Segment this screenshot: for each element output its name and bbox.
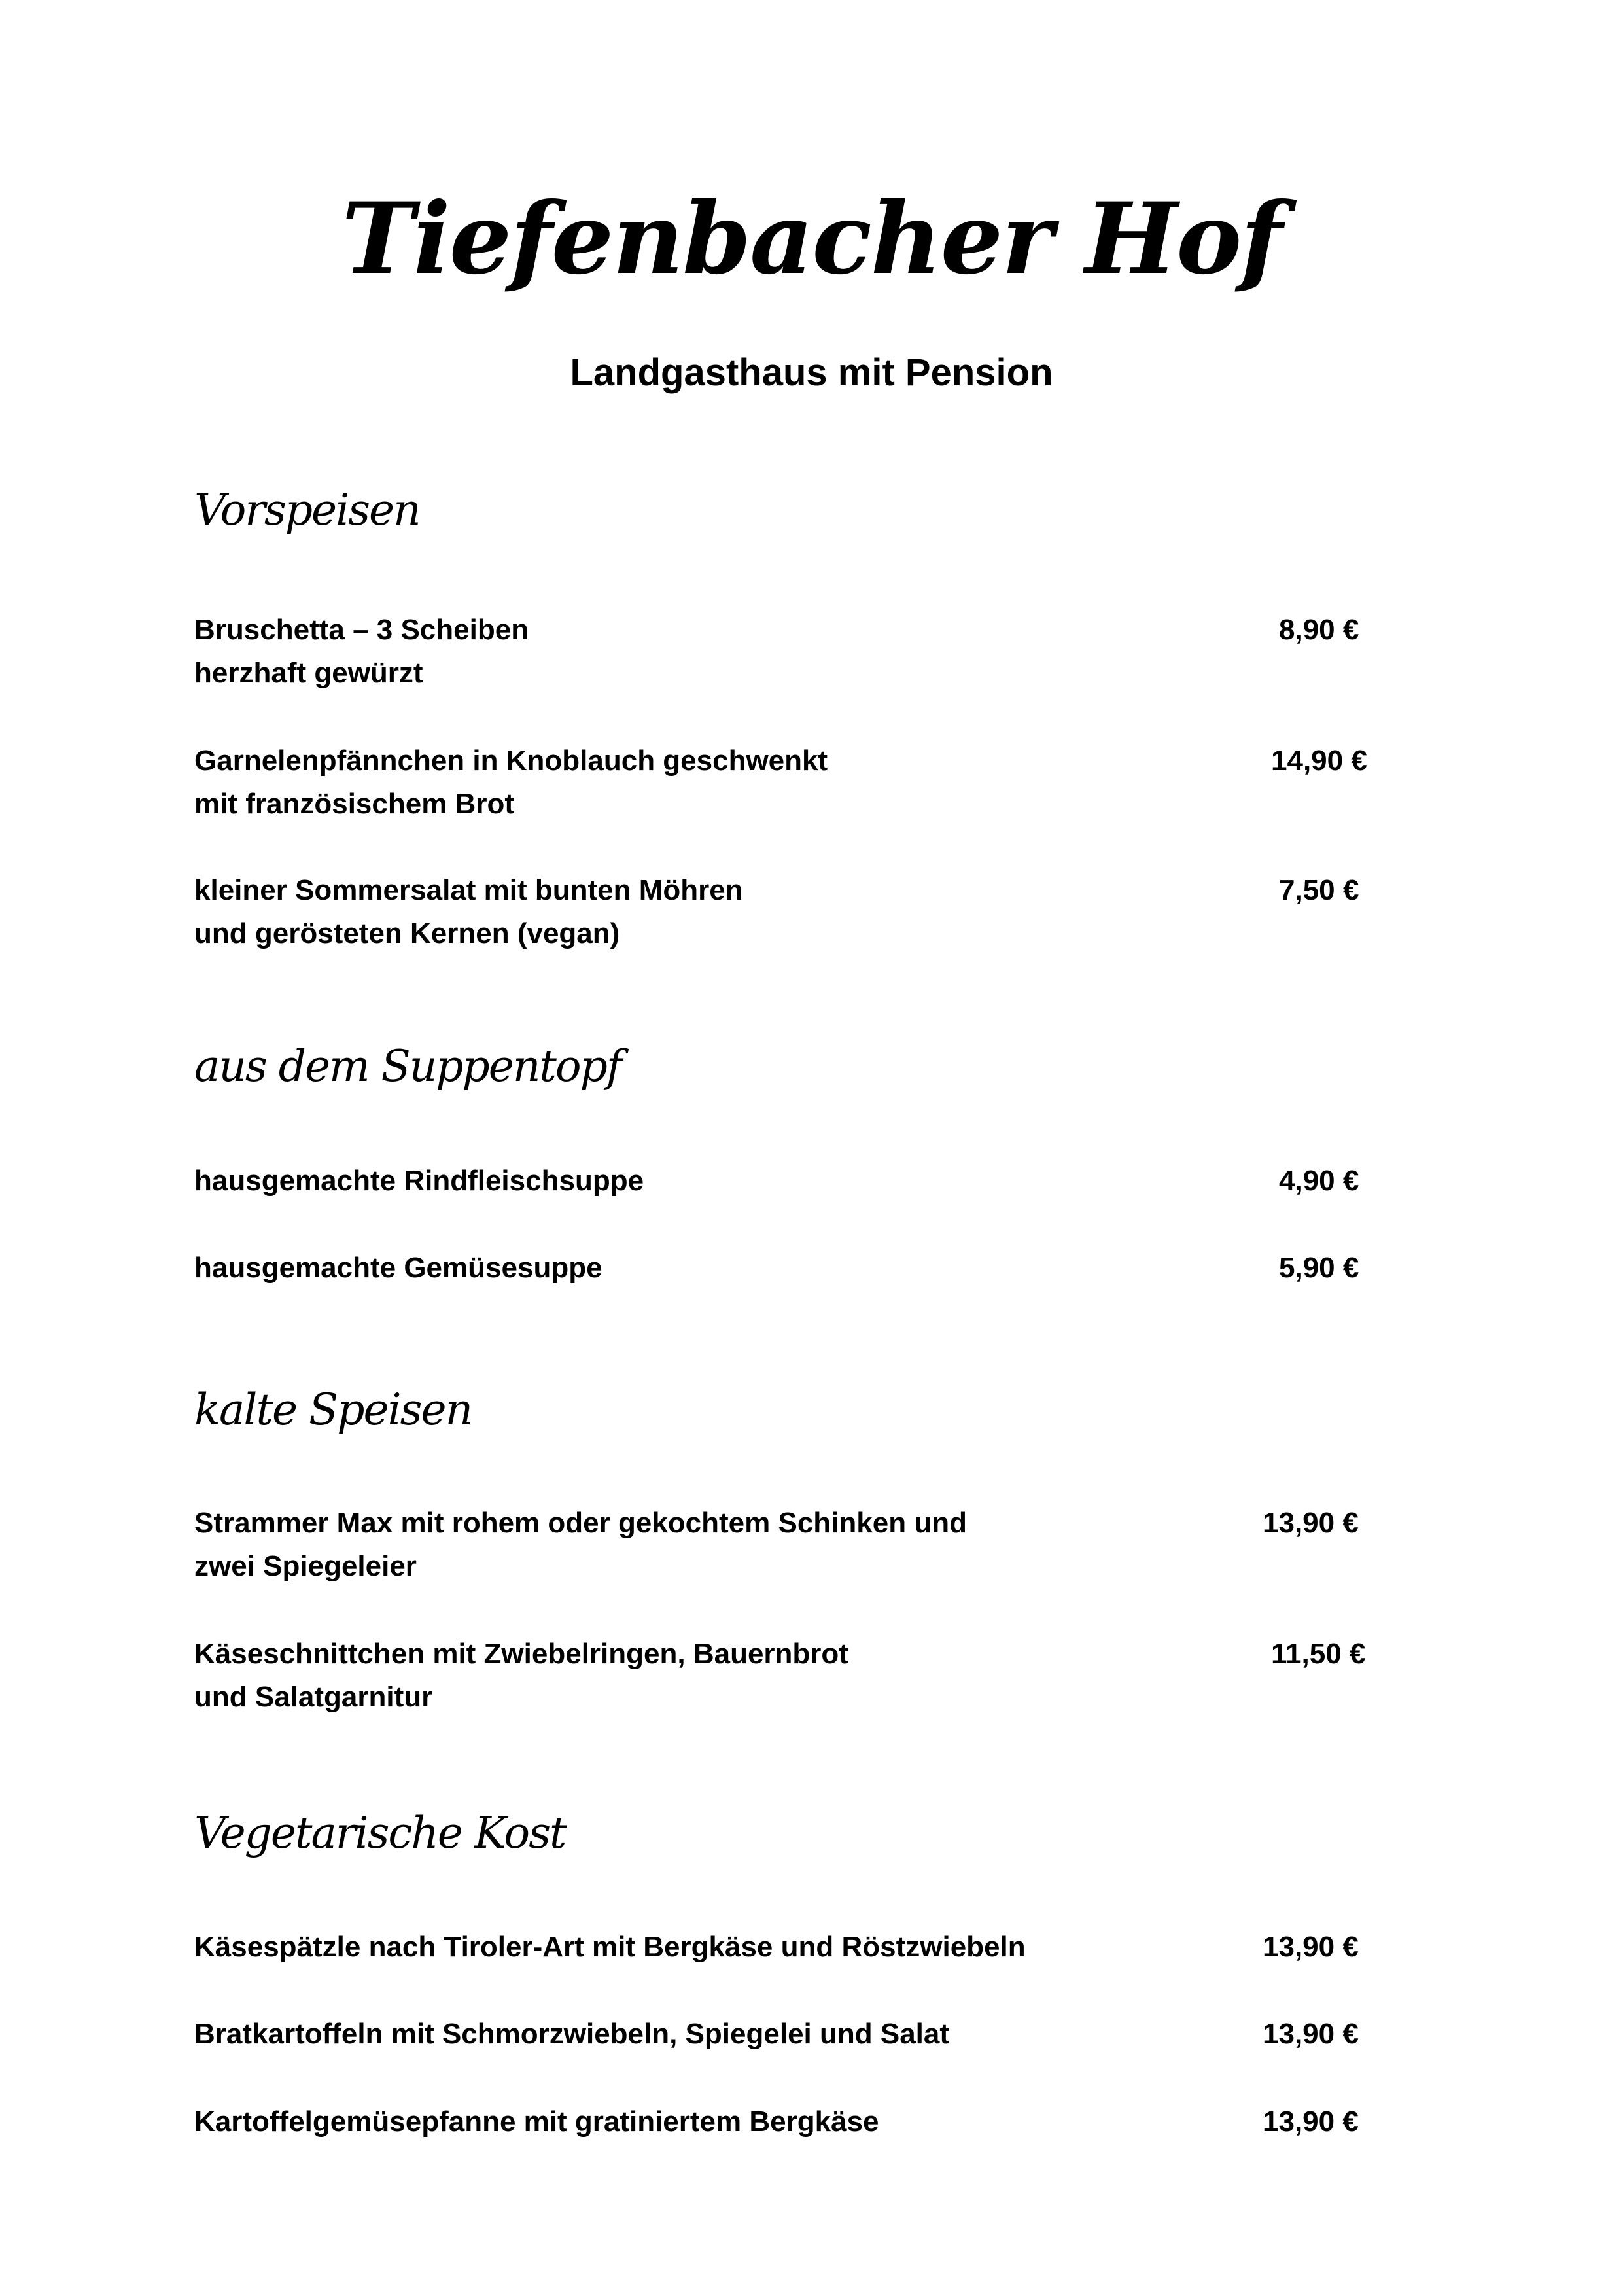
menu-item-price: 7,50 € <box>1279 874 1359 906</box>
section-heading-vorspeisen: Vorspeisen <box>194 485 420 535</box>
menu-item-garnelen <box>194 739 828 826</box>
menu-item-name: Kartoffelgemüsepfanne mit gratiniertem Bergkäse <box>194 2106 879 2138</box>
menu-item-price: 13,90 € <box>1263 1931 1359 1963</box>
menu-item-price: 13,90 € <box>1263 2106 1359 2138</box>
menu-item-rindfleischsuppe <box>194 1159 644 1203</box>
menu-item-name: Käseschnittchen mit Zwiebelringen, Bauernbrot <box>194 1638 848 1670</box>
section-heading-suppentopf: aus dem Suppentopf <box>194 1041 621 1091</box>
menu-item-bruschetta <box>194 609 529 695</box>
section-heading-vegetarische-kost: Vegetarische Kost <box>194 1808 566 1858</box>
menu-item-price: 13,90 € <box>1263 2018 1359 2050</box>
restaurant-name: Tiefenbacher Hof <box>341 181 1282 296</box>
menu-item-name: Bratkartoffeln mit Schmorzwiebeln, Spiegelei und Salat <box>194 2018 950 2050</box>
menu-item-price: 14,90 € <box>1271 745 1367 777</box>
menu-item-description: herzhaft gewürzt <box>194 657 423 689</box>
menu-item-kartoffelgemuesepfanne <box>194 2100 879 2144</box>
menu-item-bratkartoffeln <box>194 2013 949 2056</box>
menu-item-name: hausgemachte Rindfleischsuppe <box>194 1165 644 1197</box>
menu-item-description: und gerösteten Kernen (vegan) <box>194 917 620 949</box>
menu-item-gemuesesuppe <box>194 1246 602 1290</box>
section-heading-kalte-speisen: kalte Speisen <box>194 1385 472 1435</box>
menu-item-name: Käsespätzle nach Tiroler-Art mit Bergkäse und Röstzwiebeln <box>194 1931 1026 1963</box>
menu-item-sommersalat <box>194 869 743 955</box>
menu-item-description: zwei Spiegeleier <box>194 1550 417 1582</box>
menu-item-name: Bruschetta – 3 Scheiben <box>194 614 529 646</box>
menu-item-price: 13,90 € <box>1263 1507 1359 1539</box>
menu-item-price: 11,50 € <box>1271 1638 1366 1670</box>
menu-item-kaesespaetzle <box>194 1926 1026 1969</box>
menu-item-name: kleiner Sommersalat mit bunten Möhren <box>194 874 743 906</box>
menu-item-description: und Salatgarnitur <box>194 1681 433 1713</box>
menu-item-name: Strammer Max mit rohem oder gekochtem Schinken und <box>194 1507 967 1539</box>
menu-item-price: 8,90 € <box>1279 614 1359 646</box>
menu-item-price: 5,90 € <box>1279 1252 1359 1284</box>
restaurant-tagline: Landgasthaus mit Pension <box>570 351 1053 394</box>
menu-item-name: hausgemachte Gemüsesuppe <box>194 1252 602 1284</box>
menu-item-price: 4,90 € <box>1279 1165 1359 1197</box>
menu-item-description: mit französischem Brot <box>194 788 514 820</box>
menu-item-strammer-max <box>194 1502 967 1588</box>
menu-item-kaeseschnittchen <box>194 1633 848 1719</box>
menu-item-name: Garnelenpfännchen in Knoblauch geschwenkt <box>194 745 828 777</box>
